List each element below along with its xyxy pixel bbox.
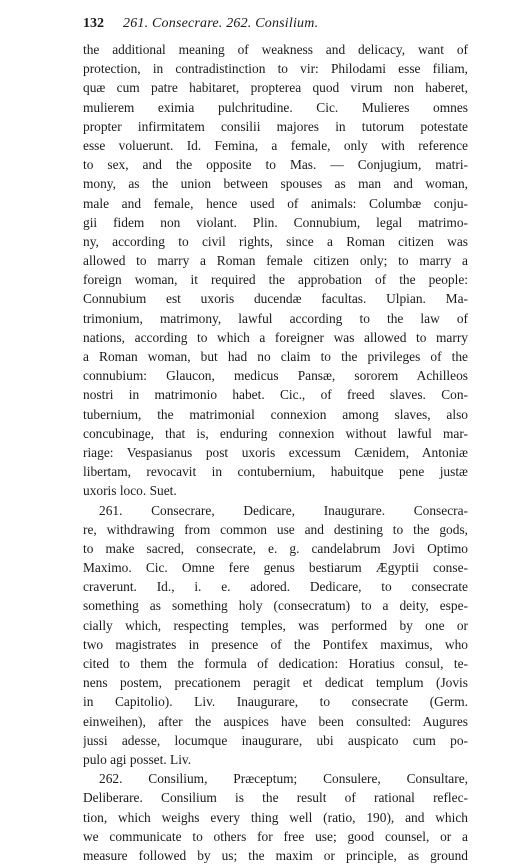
section-heading-line: 262. Consilium, Præceptum; Consulere, Consultare,: [99, 771, 468, 787]
text-line: gii fidem non violant. Plin. Connubium, legal matrimo-: [83, 214, 468, 230]
text-line: mony, as the union between spouses as man and woman,: [83, 176, 468, 192]
text-line: nens postem, precationem peragit et dedicat templum (Jovis: [83, 675, 468, 691]
text-line: in Capitolio). Liv. Inaugurare, to consecrate (Germ.: [83, 694, 468, 710]
text-line: quæ cum patre habitaret, propterea quod virum non haberet,: [83, 80, 468, 96]
text-line: nostri in matrimonio habet. Cic., of freed slaves. Con-: [83, 387, 468, 403]
text-line: pulo agi posset. Liv.: [83, 751, 192, 767]
text-line: concubinage, that is, enduring connexion without lawful mar-: [83, 425, 468, 441]
text-line: tion, which weighs every thing well (ratio, 190), and which: [83, 809, 468, 825]
text-line: craverunt. Id., i. e. adored. Dedicare, to consecrate: [83, 579, 468, 595]
text-line: Connubium est uxoris ducendæ facultas. Ulpian. Ma-: [83, 291, 468, 307]
text-line: connubium: Glaucon, medicus Pansæ, sororem Achilleos: [83, 368, 468, 384]
text-line: esse voluerunt. Id. Femina, a female, only with reference: [83, 137, 468, 153]
text-line: allowed to marry a Roman female citizen only; to marry a: [83, 253, 468, 269]
text-body: [83, 40, 468, 865]
section-heading-line: 261. Consecrare, Dedicare, Inaugurare. Consecra-: [99, 502, 468, 518]
text-line: male and female, hence used of animals: Columbæ conju-: [83, 195, 468, 211]
book-page: [83, 14, 468, 865]
text-line: re, withdrawing from common use and destining to the gods,: [83, 521, 468, 537]
text-line: jussi adesse, locumque inaugurare, ubi auspicato cum po-: [83, 732, 468, 748]
text-line: foreign woman, it required the approbation of the people:: [83, 272, 468, 288]
text-line: mulierem eximia pulchritudine. Cic. Mulieres omnes: [83, 99, 468, 115]
text-line: the additional meaning of weakness and delicacy, want of: [83, 42, 468, 57]
text-line: trimonium, matrimony, lawful according to the law of: [83, 310, 468, 326]
text-line: libertam, revocavit in contubernium, habuitque pene justæ: [83, 464, 468, 480]
text-line: we communicate to others for free use; good counsel, or a: [83, 828, 468, 844]
running-title: 261. Consecrare. 262. Consilium.: [123, 16, 319, 31]
text-line: Maximo. Cic. Omne fere genus bestiarum Ægyptii conse-: [83, 560, 468, 576]
text-line: cially which, respecting temples, was performed by one or: [83, 617, 468, 633]
text-line: something as something holy (consecratum) to a deity, espe-: [83, 598, 468, 614]
text-line: a Roman woman, but had no claim to the privileges of the: [83, 349, 468, 364]
text-line: uxoris loco. Suet.: [83, 483, 177, 499]
text-line: nations, according to which a foreigner was allowed to marry: [83, 329, 468, 345]
text-line: propter infirmitatem consilii majores in tutorum potestate: [83, 118, 468, 134]
text-line: to sex, and the opposite to Mas. — Conjugium, matri-: [83, 157, 468, 173]
running-head: [83, 14, 468, 36]
text-line: Deliberare. Consilium is the result of rational reflec-: [83, 790, 468, 806]
text-line: cited to them the formula of dedication: Horatius consul, te-: [83, 656, 468, 671]
text-line: to make sacred, consecrate, e. g. candelabrum Jovi Optimo: [83, 540, 468, 556]
page-number: 132: [83, 16, 104, 31]
text-line: riage: Vespasianus post uxoris excessum Cænidem, Antoniæ: [83, 444, 468, 460]
text-line: tubernium, the matrimonial connexion among slaves, also: [83, 406, 468, 422]
text-line: measure followed by us; the maxim or principle, as ground: [83, 847, 468, 863]
text-line: protection, in contradistinction to vir: Philodami esse filiam,: [83, 61, 468, 77]
text-line: einweihen), after the auspices have been consulted: Augures: [83, 713, 468, 729]
text-line: two magistrates in presence of the Pontifex maximus, who: [83, 636, 468, 652]
text-line: ny, according to civil rights, since a Roman citizen was: [83, 233, 468, 249]
